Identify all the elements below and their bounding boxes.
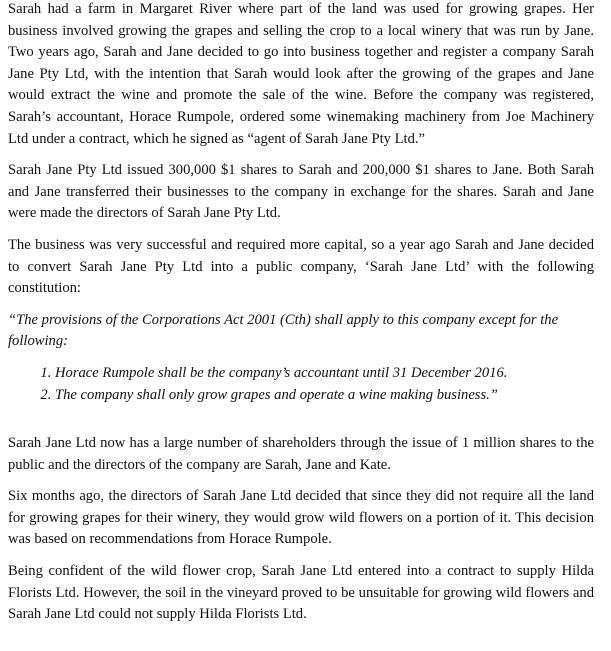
spacer [8, 406, 594, 433]
constitution-item: 2. The company shall only grow grapes and operate a wine making business.” [55, 385, 594, 407]
paragraph-background: Sarah had a farm in Margaret River where part of the land was used for growing grapes. Her business involved growing the grapes and selling the crop to a local winery that was run by Jane. Two years ago, Sarah and Jane decided to go into business together and register a company Sarah Jane Pty Ltd, with the intention that Sarah would look after the growing of the grapes and Jane would extract the wine and promote the sale of the wine. Before the company was registered, Sarah’s accountant, Horace Rumpole, ordered some winemaking machinery from Joe Machinery Ltd under a contract, which he signed as “agent of Sarah Jane Pty Ltd.” [8, 1, 594, 147]
paragraph-shareholders: Sarah Jane Ltd now has a large number of shareholders through the issue of 1 million shares to the public and the directors of the company are Sarah, Jane and Kate. [8, 435, 594, 473]
case-study-document [8, 0, 594, 636]
constitution-quote [8, 310, 594, 406]
paragraph-share-issue: Sarah Jane Pty Ltd issued 300,000 $1 shares to Sarah and 200,000 $1 shares to Jane. Both Sarah and Jane transferred their businesses to the company in exchange for the shares. Sarah and Jane were made the directors of Sarah Jane Pty Ltd. [8, 162, 594, 222]
constitution-intro: “The provisions of the Corporations Act 2001 (Cth) shall apply to this company except for the following: [8, 311, 559, 350]
paragraph-hilda-contract: Being confident of the wild flower crop, Sarah Jane Ltd entered into a contract to supply Hilda Florists Ltd. However, the soil in the vineyard proved to be unsuitable for growing wild flowers and Sarah Jane Ltd could not supply Hilda Florists Ltd. [8, 563, 594, 623]
constitution-list [8, 363, 594, 406]
paragraph-conversion: The business was very successful and required more capital, so a year ago Sarah and Jane decided to convert Sarah Jane Pty Ltd into a public company, ‘Sarah Jane Ltd’ with the following constitution: [8, 236, 594, 297]
constitution-item: 1. Horace Rumpole shall be the company’s accountant until 31 December 2016. [55, 363, 594, 385]
paragraph-wild-flowers: Six months ago, the directors of Sarah Jane Ltd decided that since they did not require all the land for growing grapes for their winery, they would grow wild flowers on a portion of it. This decision was based on recommendations from Horace Rumpole. [8, 488, 594, 548]
